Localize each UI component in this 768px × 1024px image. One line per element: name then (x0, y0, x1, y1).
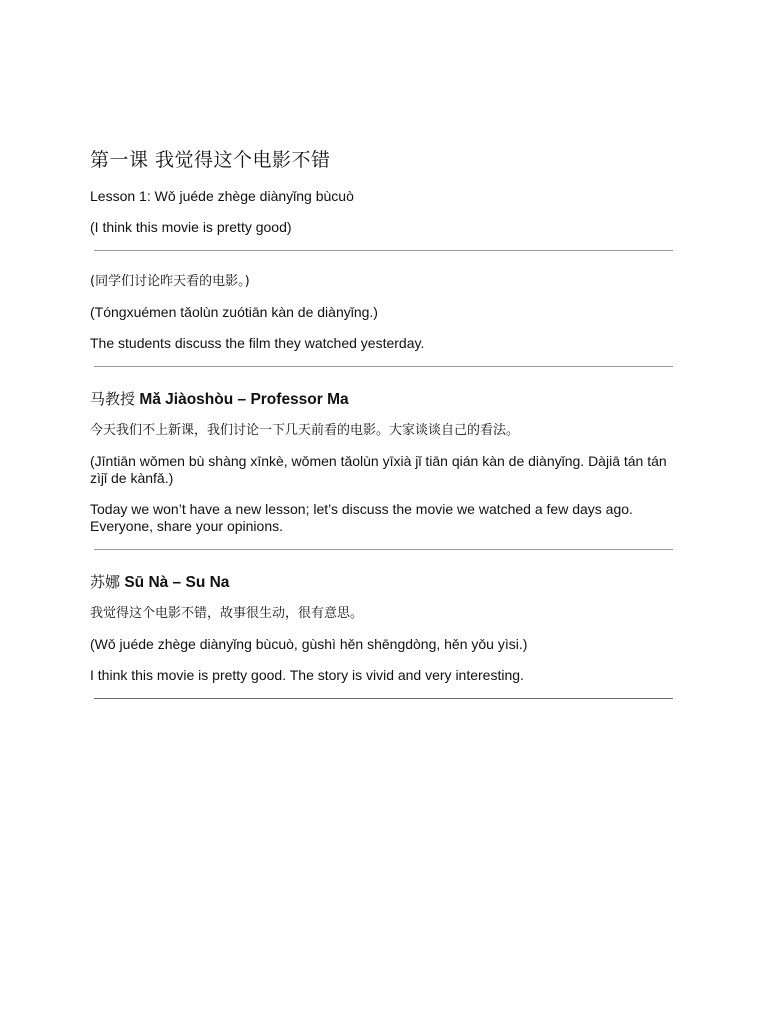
line-english: I think this movie is pretty good. The story is vivid and very interesting. (90, 667, 524, 683)
dialogue-line-su-na (90, 572, 675, 684)
divider (94, 250, 673, 251)
line-english: Today we won’t have a new lesson; let’s discuss the movie we watched a few days ago. Everyone, share your opinions. (90, 501, 633, 534)
speaker-english-name: Mǎ Jiàoshòu – Professor Ma (139, 391, 349, 408)
line-pinyin: (Wǒ juéde zhège diànyǐng bùcuò, gùshì hěn shēngdòng, hěn yǒu yìsi.) (90, 636, 528, 652)
scene-english: The students discuss the film they watched yesterday. (90, 335, 425, 351)
lesson-pinyin-title: Lesson 1: Wǒ juéde zhège diànyǐng bùcuò (90, 188, 354, 204)
speaker-heading (90, 389, 675, 410)
line-chinese: 今天我们不上新课，我们讨论一下几天前看的电影。大家谈谈自己的看法。 (90, 423, 520, 438)
scene-chinese: (同学们讨论昨天看的电影。) (90, 274, 250, 289)
speaker-heading (90, 572, 675, 593)
speaker-chinese-name: 苏娜 (90, 573, 121, 591)
divider (94, 549, 673, 550)
divider (94, 698, 673, 699)
divider (94, 366, 673, 367)
lesson-document (90, 146, 675, 721)
line-chinese: 我觉得这个电影不错，故事很生动，很有意思。 (90, 606, 364, 621)
scene-pinyin: (Tóngxuémen tǎolùn zuótiān kàn de diànyǐng.) (90, 304, 378, 320)
dialogue-line-professor-ma (90, 389, 675, 535)
speaker-chinese-name: 马教授 (90, 390, 136, 408)
speaker-english-name: Sū Nà – Su Na (124, 574, 230, 591)
lesson-translation-title: (I think this movie is pretty good) (90, 219, 292, 235)
lesson-title: 第一课 我觉得这个电影不错 (90, 149, 331, 171)
line-pinyin: (Jīntiān wǒmen bù shàng xīnkè, wǒmen tǎolùn yīxià jǐ tiān qián kàn de diànyǐng. Dàjiā tán tán zìjǐ de kànfǎ.) (90, 453, 667, 486)
